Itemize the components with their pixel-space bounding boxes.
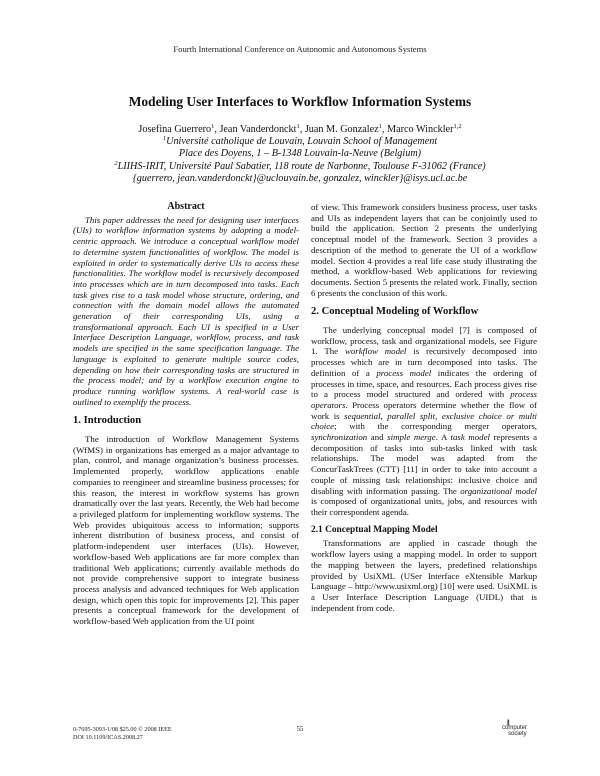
right-column — [311, 202, 537, 613]
author-block — [0, 124, 600, 185]
text-run: and — [367, 432, 388, 443]
affiliation-2-line-1: LIIHS-IRIT, Université Paul Sabatier, 118 route de Narbonne, Toulouse F-31062 (France) — [117, 160, 486, 172]
author-affiliation-mark: 1 — [296, 123, 300, 130]
emphasis-term: organizational model — [460, 485, 537, 496]
author-name: Josefina Guerrero — [138, 124, 212, 135]
emphasis-term: sequential, parallel split, exclusive choice or multi choice — [311, 410, 537, 432]
computer-society-logo — [498, 720, 532, 742]
affiliation-2 — [0, 161, 600, 173]
paper-title: Modeling User Interfaces to Workflow Information Systems — [128, 94, 472, 109]
introduction-paragraph: The introduction of Workflow Management Systems (WfMS) in organizations has emerged as a major advantage to plan, control, and manage organization’s business processes. Implemented properly, workflow applications enable companies to reengineer and streamline business processes; for this reason, the interest in workflow systems has grown dramatically over the last years. Recently, the Web had become a privileged platform for implementing workflow systems. The Web provides ubiquitous access to information; supports inherent distribution of business process, and consist of platform-independent user interfaces (UIs). However, workflow-based Web applications are far more complex than traditional Web applications; currently available methods do not provide comprehensive support to integrate business process analysis and advanced techniques for Web application design, which open this topic for improvements [2]. This paper presents a conceptual framework for the development of workflow-based Web application from the UI point — [73, 434, 299, 627]
doi-line: DOI 10.1109/ICAS.2008.27 — [73, 733, 143, 741]
text-run: The underlying conceptual model [7] is composed of workflow, process, task and organizational models, see Figure 1. The — [311, 325, 537, 357]
introduction-heading: 1. Introduction — [73, 415, 142, 427]
affiliation-1 — [0, 136, 600, 148]
author-emails: {guerrero, jean.vanderdonckt}@uclouvain.be, gonzalez, winckler}@isys.ucl.ac.be — [132, 172, 468, 184]
emphasis-term: task model — [450, 432, 490, 443]
emphasis-term: process model — [376, 367, 432, 378]
text-run: is recursively decomposed into processes which are in turn decomposed into tasks. The definition of a — [311, 346, 537, 378]
page-number: 55 — [296, 726, 304, 733]
conference-header: Fourth International Conference on Autonomic and Autonomous Systems — [173, 44, 427, 54]
introduction-paragraph-continued: of view. This framework considers business process, user tasks and UIs as independent layers that can be conjointly used to build the application. Section 2 presents the underlying conceptual model of the framework. Section 3 provides a description of the method to generate the UI of a workflow model. Section 4 provides a real life case study illustrating the method, a workflow-based Web applications for reviewing documents. Section 5 presents the related work. Finally, section 6 presents the conclusion of this work. — [311, 202, 537, 298]
author-name: Juan M. Gonzalez — [304, 124, 379, 135]
emphasis-term: synchronization — [311, 432, 368, 443]
text-run: . A — [435, 432, 451, 443]
author-name: Marco Winckler — [387, 124, 454, 135]
emphasis-term: workflow model — [344, 346, 407, 357]
affiliation-1-line-1: Université catholique de Louvain, Louvain School of Management — [166, 136, 438, 148]
emphasis-term: process operators — [311, 389, 537, 410]
text-run: indicates the ordering of processes in time, space, and resources. Each process gives rise to a process model structured and ordered with — [311, 367, 537, 400]
section-2-heading: 2. Conceptual Modeling of Workflow — [311, 306, 479, 318]
author-affiliation-mark: 1 — [211, 123, 215, 130]
author-list: Josefina Guerrero$^1$, Jean Vanderdonckt$^1$, Juan M. Gonzalez$^1$, Marco Winckler$^{1,2}$ — [138, 123, 462, 135]
abstract-text: This paper addresses the need for designing user interfaces (UIs) to workflow information systems by adopting a model-centric approach. We introduce a conceptual workflow model to determine system functionalities of workflow. The model is exploited in order to systematically derive UIs to access these functionalities. The workflow model is recursively decomposed into processes which are in turn decomposed into tasks. Each task gives rise to a task model whose structure, ordering, and connection with the domain model allows the automated generation of their corresponding UIs, using a transformational approach. Each UI is specified in a User Interface Description Language, workflow, process, and task models are specified in the same specification language. The language is exploited to generate multiple source codes, depending on how their corresponding tasks are structured in the process model; and by a workflow execution engine to produce running workflow systems. A real-world case is outlined to exemplify the process. — [73, 214, 299, 407]
author-name: Jean Vanderdonckt — [219, 124, 297, 135]
text-run: represents a decomposition of tasks into sub-tasks linked with task relationships. The model was adapted from the ConcurTaskTrees (CTT) [11] in order to take into account a couple of missing task relationships: inclusive choice and disabling with information passing. The — [311, 432, 538, 496]
logo-mark-icon: ||| — [507, 720, 509, 726]
affiliation-1-address: Place des Doyens, 1 – B-1348 Louvain-la-Neuve (Belgium) — [178, 148, 422, 160]
affiliation-mark: 2 — [114, 159, 118, 167]
author-affiliation-mark: 1,2 — [453, 123, 462, 130]
emphasis-term: simple merge — [387, 432, 436, 443]
logo-text-line-1: computer — [502, 725, 528, 731]
author-affiliation-mark: 1 — [378, 123, 382, 130]
logo-text-line-2: society — [508, 731, 527, 737]
section-2-1-heading: 2.1 Conceptual Mapping Model — [311, 524, 438, 535]
abstract-heading: Abstract — [167, 201, 205, 212]
text-run: is composed of organizational units, jobs, and resources with their correspondent agenda. — [311, 496, 537, 517]
section-2-1-paragraph: Transformations are applied in cascade though the workflow layers using a mapping model. In order to support the mapping between the layers, predefined relationships provided by UsiXML (USer Interface eXtensible Markup Language – http://www.usixml.org) [10] were used. UsiXML is a User Interface Description Language (UIDL) that is independent from code. — [311, 538, 537, 613]
text-run: ; with the corresponding merger operators, — [334, 421, 537, 432]
section-2-paragraph — [311, 325, 537, 518]
text-run: . Process operators determine whether the flow of work is — [311, 399, 537, 421]
left-column — [73, 202, 299, 627]
affiliation-mark: 1 — [162, 135, 167, 143]
copyright-line: 0-7695-3093-1/08 $25.00 © 2008 IEEE — [73, 726, 172, 733]
